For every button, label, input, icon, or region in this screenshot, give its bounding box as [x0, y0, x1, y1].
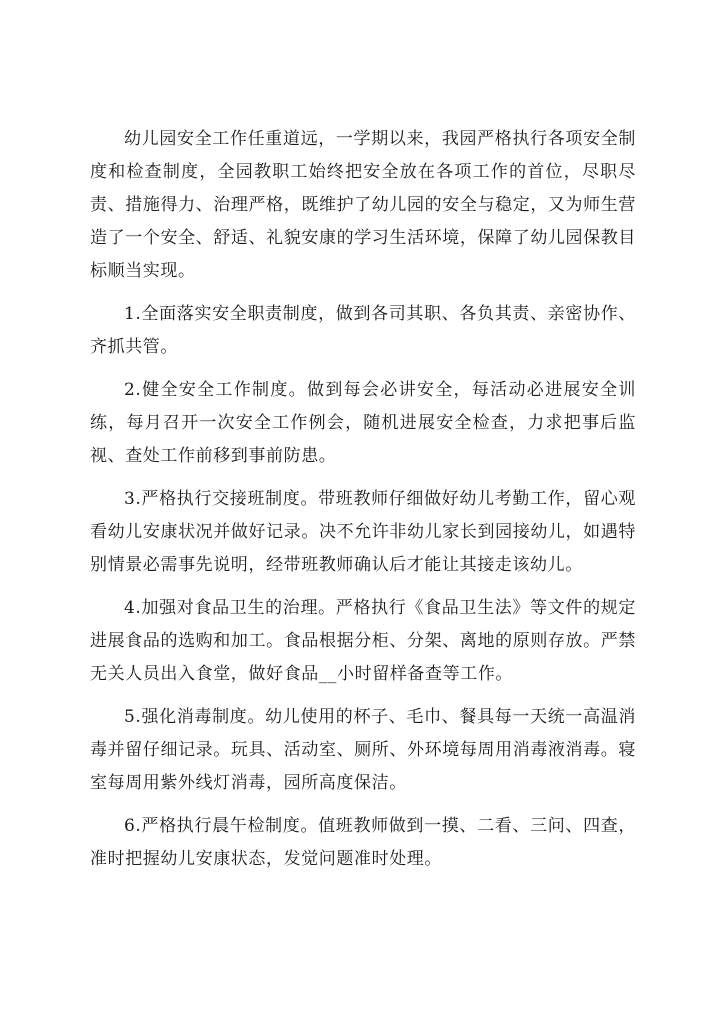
intro-paragraph: 幼儿园安全工作任重道远，一学期以来，我园严格执行各项安全制度和检查制度，全园教职工始终把安全放在各项工作的首位，尽职尽责、措施得力、治理严格，既维护了幼儿园的安全与稳定，又为师生营造了一个安全、舒适、礼貌安康的学习生活环境，保障了幼儿园保教目标顺当实现。 [90, 129, 636, 281]
item-4-text-before: 4.加强对食品卫生的治理。严格执行《食品卫生法》等文件的规定进展食品的选购和加工。食品根据分柜、分架、离地的原则存放。严禁无关人员出入食堂，做好食品 [90, 598, 636, 684]
item-6-paragraph: 6.严格执行晨午检制度。值班教师做到一摸、二看、三问、四查，准时把握幼儿安康状态，发觉问题准时处理。 [90, 816, 636, 869]
item-4-paragraph [90, 592, 636, 691]
item-4-blank: __ [318, 664, 338, 684]
item-4-text-after: 小时留样备查等工作。 [337, 664, 514, 684]
item-2-paragraph: 2.健全安全工作制度。做到每会必讲安全，每活动必进展安全训练，每月召开一次安全工作例会，随机进展安全检查，力求把事后监视、查处工作前移到事前防患。 [90, 380, 636, 466]
document-body [90, 123, 636, 886]
item-1-paragraph: 1.全面落实安全职责制度，做到各司其职、各负其责、亲密协作、齐抓共管。 [90, 304, 636, 357]
item-3-paragraph: 3.严格执行交接班制度。带班教师仔细做好幼儿考勤工作，留心观看幼儿安康状况并做好记录。决不允许非幼儿家长到园接幼儿，如遇特别情景必需事先说明，经带班教师确认后才能让其接走该幼儿。 [90, 489, 636, 575]
item-5-paragraph: 5.强化消毒制度。幼儿使用的杯子、毛巾、餐具每一天统一高温消毒并留仔细记录。玩具、活动室、厕所、外环境每周用消毒液消毒。寝室每周用紫外线灯消毒，园所高度保洁。 [90, 707, 636, 793]
